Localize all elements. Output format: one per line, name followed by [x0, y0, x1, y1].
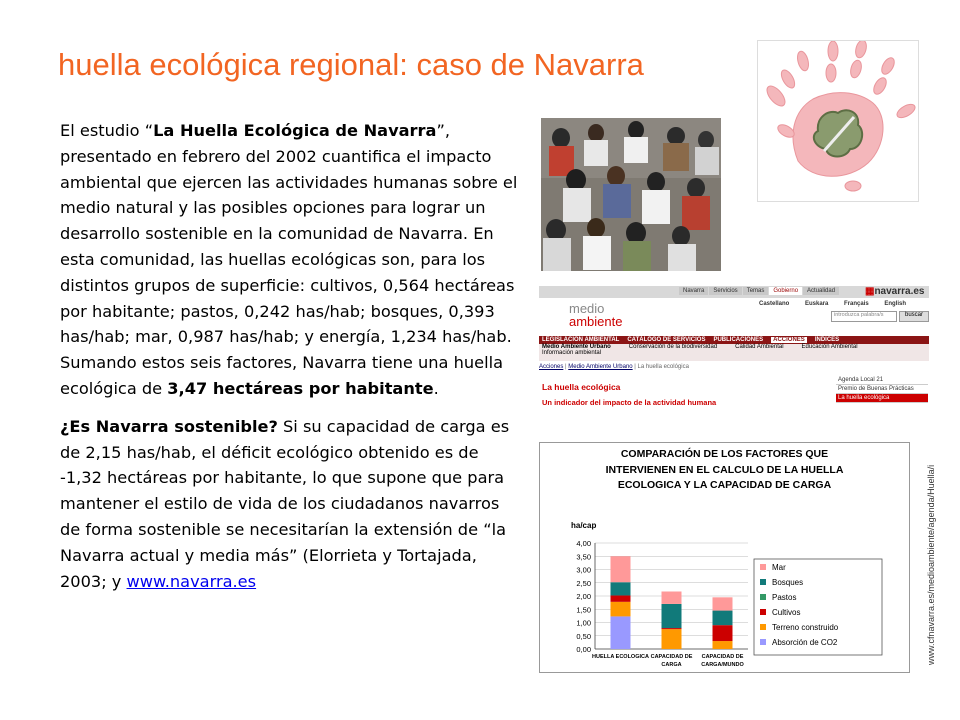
web-languages[interactable]: Castellano Euskara Français English — [759, 301, 907, 307]
paragraph-2: ¿Es Navarra sostenible? Si su capacidad de carga es de 2,15 has/hab, el déficit ecológico obtenido es de -1,32 hectáreas por habitante, lo que supone que para mantener el estilo de vida de los ciudadanos navarros de forma sostenible se necesitarían la extensión de “la Navarra actual y media más” (Elorrieta y Tortajada, 2003; y www.navarra.es — [60, 416, 510, 591]
bar-segment — [713, 597, 733, 610]
legend-swatch — [760, 579, 766, 585]
crowd-photo — [541, 118, 721, 271]
web-search-input[interactable]: introduzca palabra/s — [831, 311, 897, 322]
y-axis-label: ha/cap — [571, 521, 597, 530]
y-tick-label: 3,00 — [576, 565, 591, 575]
website-screenshot — [539, 286, 929, 424]
bar-segment — [662, 591, 682, 603]
bar-segment — [713, 625, 733, 641]
web-menu-item[interactable]: INDICES — [814, 337, 840, 343]
web-menu-item[interactable]: ACCIONES — [773, 337, 805, 343]
legend-label: Bosques — [772, 578, 804, 587]
y-tick-label: 0,00 — [576, 645, 591, 654]
y-tick-label: 4,00 — [576, 539, 591, 548]
web-submenu-item[interactable]: Educación Ambiental — [801, 344, 858, 350]
bar-segment — [662, 604, 682, 628]
y-tick-label: 2,00 — [576, 592, 591, 601]
legend-label: Pastos — [772, 593, 797, 602]
web-heading: La huella ecológica — [542, 382, 621, 392]
x-tick-label: CAPACIDAD DE — [650, 654, 693, 660]
web-main-menu — [539, 336, 929, 344]
web-search-button[interactable]: buscar — [899, 311, 929, 322]
legend-swatch — [760, 564, 766, 570]
bar-segment — [611, 582, 631, 595]
chart-title: COMPARACIÓN DE LOS FACTORES QUE INTERVIENEN EN EL CALCULO DE LA HUELLA ECOLOGICA Y LA CAPACIDAD DE CARGA — [605, 448, 844, 491]
navarra-link[interactable]: www.navarra.es — [126, 571, 257, 591]
y-tick-label: 1,50 — [576, 605, 591, 615]
bar-segment — [662, 628, 682, 629]
web-side-item[interactable]: Agenda Local 21 — [836, 376, 928, 385]
y-tick-label: 2,50 — [576, 578, 591, 588]
web-side-item[interactable]: Premio de Buenas Prácticas — [836, 385, 928, 394]
web-menu-item[interactable]: CATÁLOGO DE SERVICIOS — [627, 337, 706, 343]
web-nav-item[interactable]: Gobierno — [769, 287, 802, 295]
web-nav-item[interactable]: Navarra — [679, 287, 708, 295]
web-menu-item[interactable]: PUBLICACIONES — [713, 337, 764, 343]
legend-swatch — [760, 594, 766, 600]
x-tick-label: CARGA — [661, 662, 682, 668]
web-subheading: Un indicador del impacto de la actividad humana — [542, 398, 717, 407]
web-submenu-item[interactable]: Calidad Ambiental — [735, 344, 784, 350]
hand-leaf-logo — [757, 40, 919, 202]
web-sidebar — [836, 376, 928, 403]
legend-swatch — [760, 639, 766, 645]
web-breadcrumb: Acciones | Medio Ambiente Urbano | La huella ecológica — [539, 364, 689, 370]
footprint-chart — [539, 442, 910, 673]
web-submenu — [539, 344, 929, 361]
y-tick-label: 3,50 — [576, 552, 591, 562]
web-side-item[interactable]: La huella ecológica — [836, 394, 928, 403]
chart-plot — [540, 443, 909, 672]
web-submenu-item[interactable]: Conservación de la biodiversidad — [628, 344, 718, 350]
web-submenu-item[interactable]: Información ambiental — [542, 350, 602, 356]
web-site-title-1: medio — [569, 301, 605, 316]
x-tick-label: CAPACIDAD DE — [701, 654, 744, 660]
web-menu-item[interactable]: LEGISLACIÓN AMBIENTAL — [542, 337, 620, 343]
web-site-title-2: ambiente — [569, 314, 623, 329]
web-nav-item[interactable]: Temas — [743, 287, 769, 295]
y-tick-label: 1,00 — [576, 618, 591, 628]
x-tick-label: HUELLA ECOLOGICA — [592, 654, 649, 660]
web-submenu-item[interactable]: Medio Ambiente Urbano — [542, 344, 611, 350]
web-nav — [679, 287, 840, 295]
bar-segment — [611, 602, 631, 617]
bar-segment — [611, 616, 631, 649]
legend-label: Absorción de CO2 — [772, 638, 838, 647]
web-nav-item[interactable]: Actualidad — [803, 287, 839, 295]
web-brand-logo: ▦navarra.es — [865, 286, 925, 297]
bar-segment — [611, 556, 631, 582]
legend-swatch — [760, 624, 766, 630]
legend-label: Terreno construido — [772, 623, 839, 632]
x-tick-label: CARGA/MUNDO — [701, 662, 744, 668]
bar-segment — [713, 641, 733, 649]
bar-segment — [662, 629, 682, 649]
legend-label: Cultivos — [772, 608, 801, 617]
bar-segment — [611, 595, 631, 601]
legend-swatch — [760, 609, 766, 615]
legend-label: Mar — [772, 563, 786, 572]
source-url: www.cfnavarra.es/medioambiente/agenda/Huella/i — [926, 464, 936, 665]
y-tick-label: 0,50 — [576, 631, 591, 641]
grid-icon: ▦ — [865, 286, 875, 297]
web-nav-item[interactable]: Servicios — [709, 287, 741, 295]
paragraph-1: El estudio “La Huella Ecológica de Navarra”, presentado en febrero del 2002 cuantifica el impacto ambiental que ejercen las actividades humanas sobre el medio natural y las posibles opciones para lograr un desarrollo sostenible en la comunidad de Navarra. En esta comunidad, las huellas ecológicas son, para los distintos grupos de superficie: cultivos, 0,564 hectáreas por habitante; pastos, 0,242 has/hab; bosques, 0,393 has/hab; mar, 0,987 has/hab; y energía, 1,234 has/hab. Sumando estos seis factores, Navarra tiene una huella ecológica de 3,47 hectáreas por habitante. — [60, 121, 518, 398]
slide-title: huella ecológica regional: caso de Navarra — [58, 47, 644, 82]
body-text — [60, 118, 522, 606]
bar-segment — [713, 611, 733, 626]
